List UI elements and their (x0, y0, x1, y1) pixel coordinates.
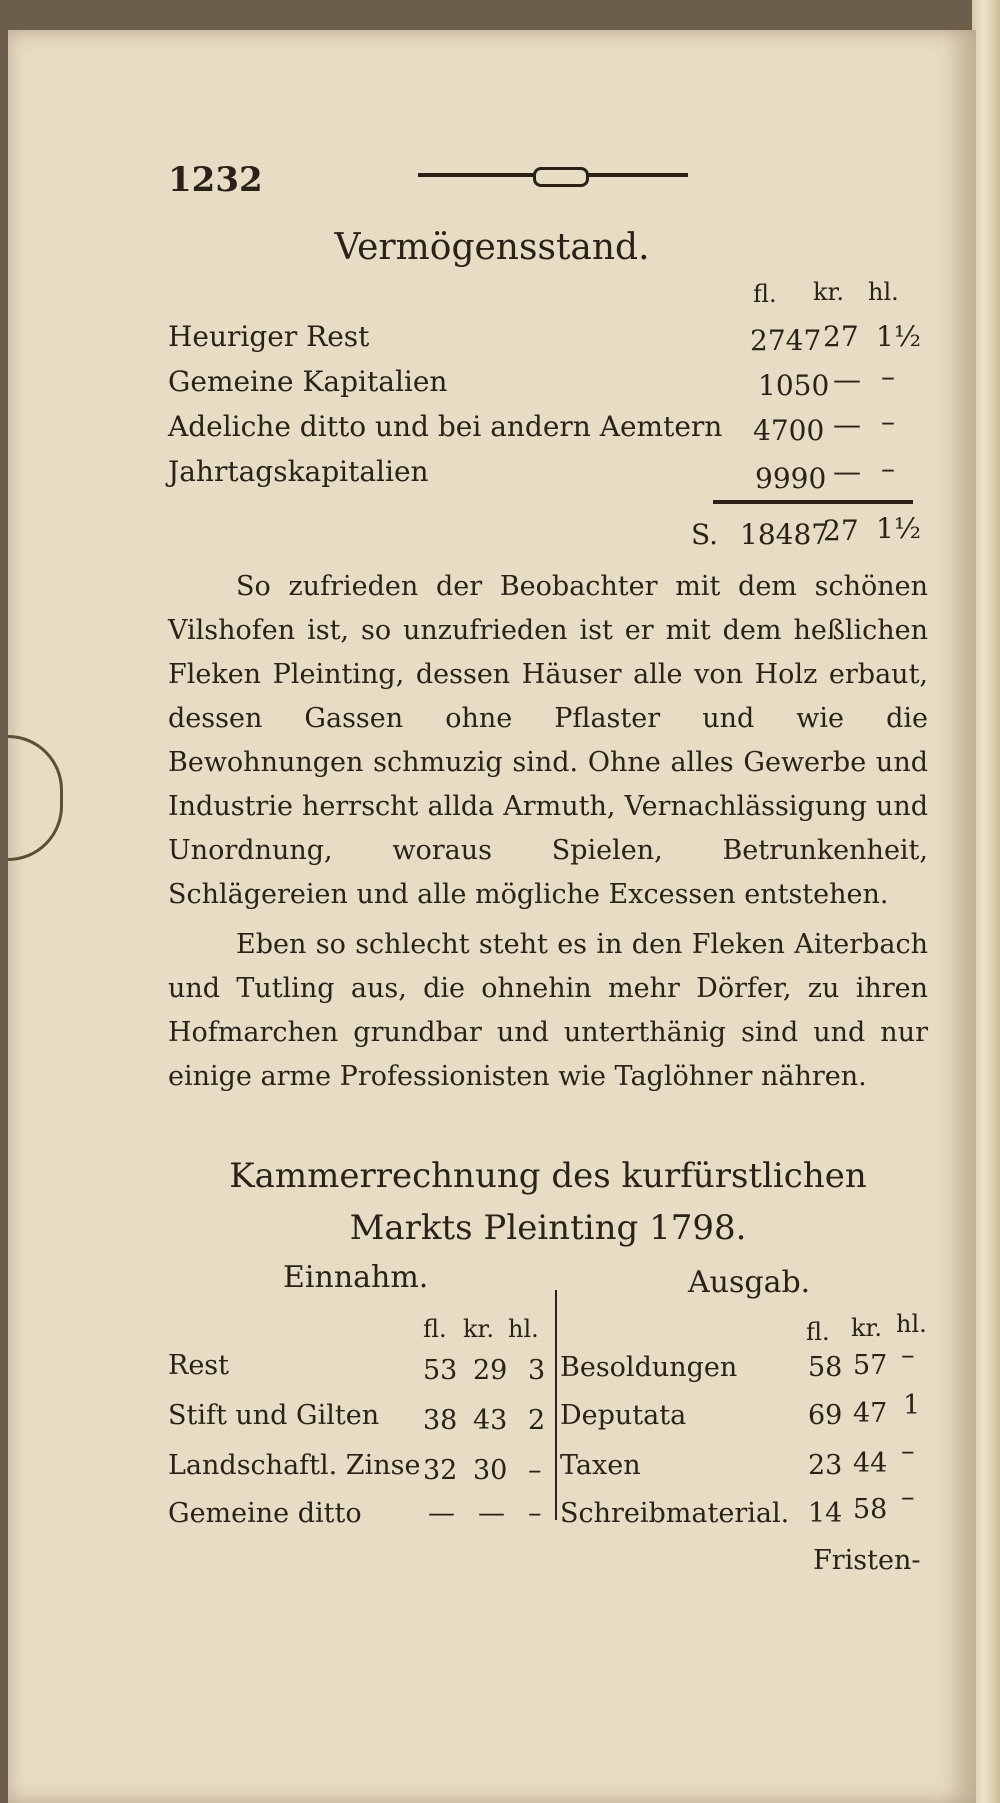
unit-hl: hl. (896, 1310, 927, 1338)
expense-fl: 58 (808, 1352, 843, 1383)
book-page (8, 30, 976, 1803)
income-kr: 30 (473, 1455, 508, 1486)
page-number: 1232 (168, 160, 263, 200)
expense-kr: 58 (853, 1494, 888, 1525)
income-fl: 32 (423, 1455, 458, 1486)
asset-fl: 1050 (758, 369, 830, 402)
sum-hl: 1½ (876, 512, 921, 545)
sum-kr: 27 (823, 514, 859, 547)
expense-fl: 14 (808, 1498, 843, 1529)
expense-kr: 47 (853, 1398, 888, 1429)
income-label: Stift und Gilten (168, 1400, 380, 1431)
unit-kr: kr. (813, 278, 845, 306)
section-title: Vermögensstand. (334, 227, 650, 268)
expense-label: Taxen (560, 1450, 641, 1481)
income-label: Gemeine ditto (168, 1498, 362, 1529)
income-label: Landschaftl. Zinse (168, 1450, 421, 1481)
unit-kr: kr. (851, 1314, 883, 1342)
unit-fl: fl. (753, 280, 777, 308)
expense-label: Besoldungen (560, 1352, 738, 1383)
asset-kr: — (833, 363, 861, 396)
income-hl: – (528, 1455, 542, 1486)
income-kr: — (478, 1498, 505, 1529)
clasp (8, 735, 63, 861)
asset-label: Gemeine Kapitalien (168, 365, 448, 398)
expense-fl: 23 (808, 1450, 843, 1481)
asset-hl: – (881, 452, 895, 485)
paragraph: Eben so schlecht steht es in den Fleken Aiterbach und Tutling aus, die ohnehin mehr Dörfer, zu ihren Hofmarchen grundbar und unterthänig sind und nur einige arme Professionisten wie Taglöhner nähren. (168, 929, 928, 1092)
sum-rule (713, 500, 913, 504)
asset-fl: 9990 (755, 462, 827, 495)
paragraph: So zufrieden der Beobachter mit dem schönen Vilshofen ist, so unzufrieden ist er mit dem heßlichen Fleken Pleinting, dessen Häuser alle von Holz erbaut, dessen Gassen ohne Pflaster und wie die Bewohnungen schmuzig sind. Ohne alles Gewerbe und Industrie herrscht allda Armuth, Vernachlässigung und Unordnung, woraus Spielen, Betrunkenheit, Schlägereien und alle mögliche Excessen entstehen. (168, 571, 928, 910)
expense-kr: 57 (853, 1350, 888, 1381)
unit-fl: fl. (806, 1318, 830, 1346)
expense-hl: – (901, 1482, 915, 1513)
income-fl: 38 (423, 1405, 458, 1436)
income-label: Rest (168, 1350, 230, 1381)
unit-hl: hl. (868, 278, 899, 306)
column-divider (555, 1290, 557, 1520)
income-hl: – (528, 1498, 542, 1529)
expense-kr: 44 (853, 1448, 888, 1479)
unit-hl: hl. (508, 1315, 539, 1343)
income-fl: 53 (423, 1355, 458, 1386)
income-kr: 29 (473, 1355, 508, 1386)
expense-hl: – (901, 1436, 915, 1467)
asset-hl: – (881, 360, 895, 393)
header-ornament (533, 167, 589, 187)
table-title: Kammerrechnung des kurfürstlichen Markts Pleinting 1798. (229, 1156, 867, 1248)
asset-label: Heuriger Rest (168, 320, 370, 353)
asset-hl: 1½ (876, 320, 921, 353)
page-edge (972, 0, 1000, 1803)
asset-kr: 27 (823, 320, 859, 353)
expense-hl: – (901, 1340, 915, 1371)
asset-kr: — (833, 408, 861, 441)
unit-fl: fl. (423, 1315, 447, 1343)
catchword: Fristen- (813, 1545, 921, 1576)
income-hl: 2 (528, 1405, 546, 1436)
sum-label: S. (691, 518, 719, 551)
sum-fl: 18487 (740, 518, 830, 551)
income-fl: — (428, 1498, 455, 1529)
asset-label: Adeliche ditto und bei andern Aemtern (168, 410, 723, 443)
income-hl: 3 (528, 1355, 546, 1386)
expense-hl: 1 (903, 1390, 921, 1421)
expense-fl: 69 (808, 1400, 843, 1431)
income-heading: Einnahm. (283, 1260, 429, 1295)
asset-kr: — (833, 455, 861, 488)
expense-heading: Ausgab. (688, 1265, 811, 1300)
asset-hl: – (881, 405, 895, 438)
expense-label: Schreibmaterial. (560, 1498, 790, 1529)
income-kr: 43 (473, 1405, 508, 1436)
asset-fl: 2747 (750, 324, 822, 357)
body-text (168, 565, 928, 1099)
asset-fl: 4700 (753, 414, 825, 447)
unit-kr: kr. (463, 1315, 495, 1343)
asset-label: Jahrtagskapitalien (168, 455, 429, 488)
expense-label: Deputata (560, 1400, 687, 1431)
